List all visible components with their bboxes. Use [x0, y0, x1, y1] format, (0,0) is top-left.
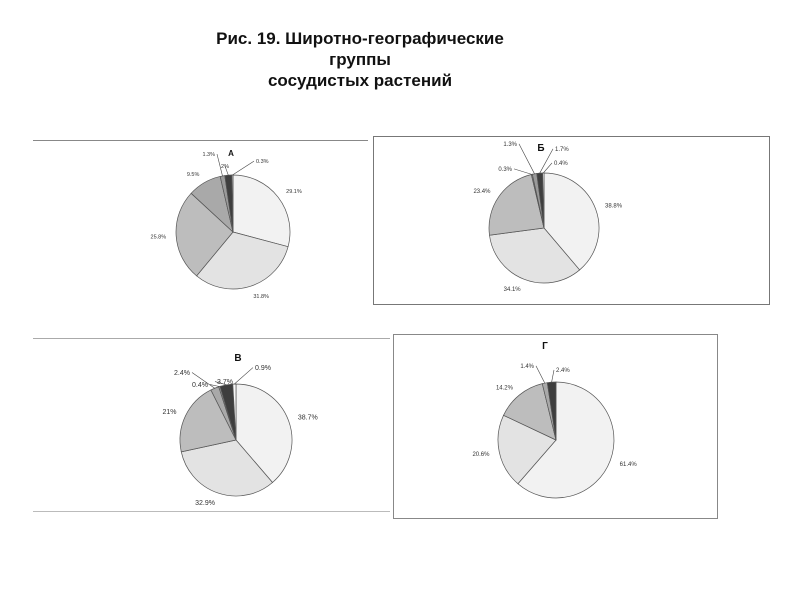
- slice-label: 14.2%: [495, 385, 513, 392]
- slice-label: 0.4%: [192, 382, 208, 389]
- pie-chart-g: [394, 335, 717, 518]
- slice-label: 0.4%: [554, 161, 568, 167]
- chart-panel-a: [33, 140, 368, 306]
- leader-line: [233, 161, 255, 175]
- slice-label: 1.3%: [202, 152, 215, 158]
- chart-panel-g: [393, 334, 718, 519]
- slice-label: 1.4%: [520, 364, 534, 370]
- slice-label: 2%: [221, 164, 229, 170]
- slice-label: 1.3%: [503, 142, 517, 148]
- slice-label: 1.7%: [555, 147, 569, 153]
- chart-title: В: [234, 353, 242, 364]
- slice-label: 3.7%: [217, 379, 233, 386]
- slice-label: 32.9%: [195, 500, 216, 508]
- chart-panel-v: [33, 338, 390, 512]
- slice-label: 21%: [162, 408, 177, 416]
- slice-label: 0.3%: [498, 167, 512, 173]
- slice-label: 2.4%: [556, 368, 570, 374]
- slice-label: 9.5%: [186, 171, 200, 178]
- chart-title: Б: [537, 143, 545, 154]
- figure-title-line: сосудистых растений: [267, 71, 453, 90]
- slice-label: 61.4%: [619, 461, 637, 468]
- pie-chart-v: [33, 339, 390, 511]
- slice-label: 20.6%: [472, 452, 490, 459]
- slice-label: 34.1%: [503, 286, 521, 293]
- slice-label: 25.8%: [150, 234, 167, 241]
- slice-label: 23.4%: [473, 189, 491, 196]
- chart-title: А: [228, 149, 234, 158]
- pie-chart-b: [374, 137, 769, 304]
- slice-label: 0.9%: [255, 365, 271, 372]
- slice-label: 31.8%: [253, 293, 269, 300]
- leader-line: [536, 366, 545, 383]
- leader-line: [234, 368, 253, 384]
- figure-title-line: группы: [329, 50, 391, 69]
- figure-title: [140, 28, 580, 91]
- leader-line: [514, 169, 532, 175]
- figure-title-line: Рис. 19. Широтно-географические: [216, 29, 504, 48]
- slice-label: 38.7%: [297, 414, 318, 422]
- pie-chart-a: [33, 141, 368, 306]
- leader-line: [552, 370, 554, 382]
- chart-panel-b: [373, 136, 770, 305]
- slice-label: 38.8%: [605, 203, 623, 210]
- slice-label: 2.4%: [174, 370, 190, 377]
- leader-line: [519, 144, 535, 174]
- slice-label: 29.1%: [286, 189, 302, 196]
- chart-title: Г: [542, 341, 548, 352]
- slice-label: 0.3%: [256, 159, 269, 165]
